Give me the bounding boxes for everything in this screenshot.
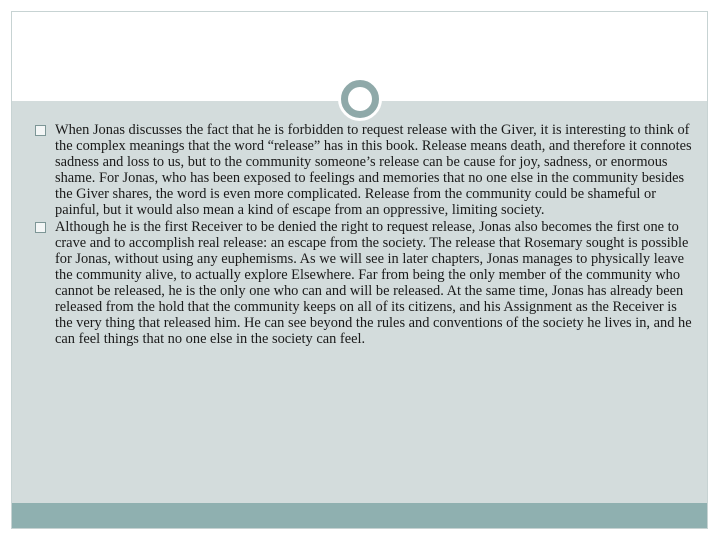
bullet-text: Although he is the first Receiver to be denied the right to request release, Jonas also becomes the first one to crave and to accomplish real release: an escape from the society. The release that Rosemary sought is possible for Jonas, without using any euphemisms. As we will see in later chapters, Jonas manages to physically leave the community alive, to actually explore Elsewhere. Far from being the only member of the community who cannot be released, he is the only one who can and will be released. At the same time, Jonas has already been released from the hold that the community keeps on all of its citizens, and his Assignment as the Receiver is the very thing that released him. He can see beyond the rules and conventions of the society he lives in, and he can feel things that no one else in the society can feel. [55,218,692,348]
square-bullet-icon [35,125,46,136]
bullet-text: When Jonas discusses the fact that he is forbidden to request release with the Giver, it is interesting to think of the complex meanings that the word “release” has in this book. Release means death, and therefore it connotes sadness and loss to us, but to the community someone’s release can be cause for joy, sadness, or enormous shame. For Jonas, who has been exposed to feelings and memories that no one else in the community besides the Giver shares, the word is even more complicated. Release from the community could be shameful or painful, but it would also mean a kind of escape from an oppressive, limiting society. [55,122,692,219]
square-bullet-icon [35,222,46,233]
circle-ornament-center [348,87,372,111]
footer-bar [12,503,707,528]
circle-ornament-icon [338,77,382,121]
bullet-item [35,219,695,348]
bullet-list [35,122,695,347]
bullet-item [35,122,695,219]
